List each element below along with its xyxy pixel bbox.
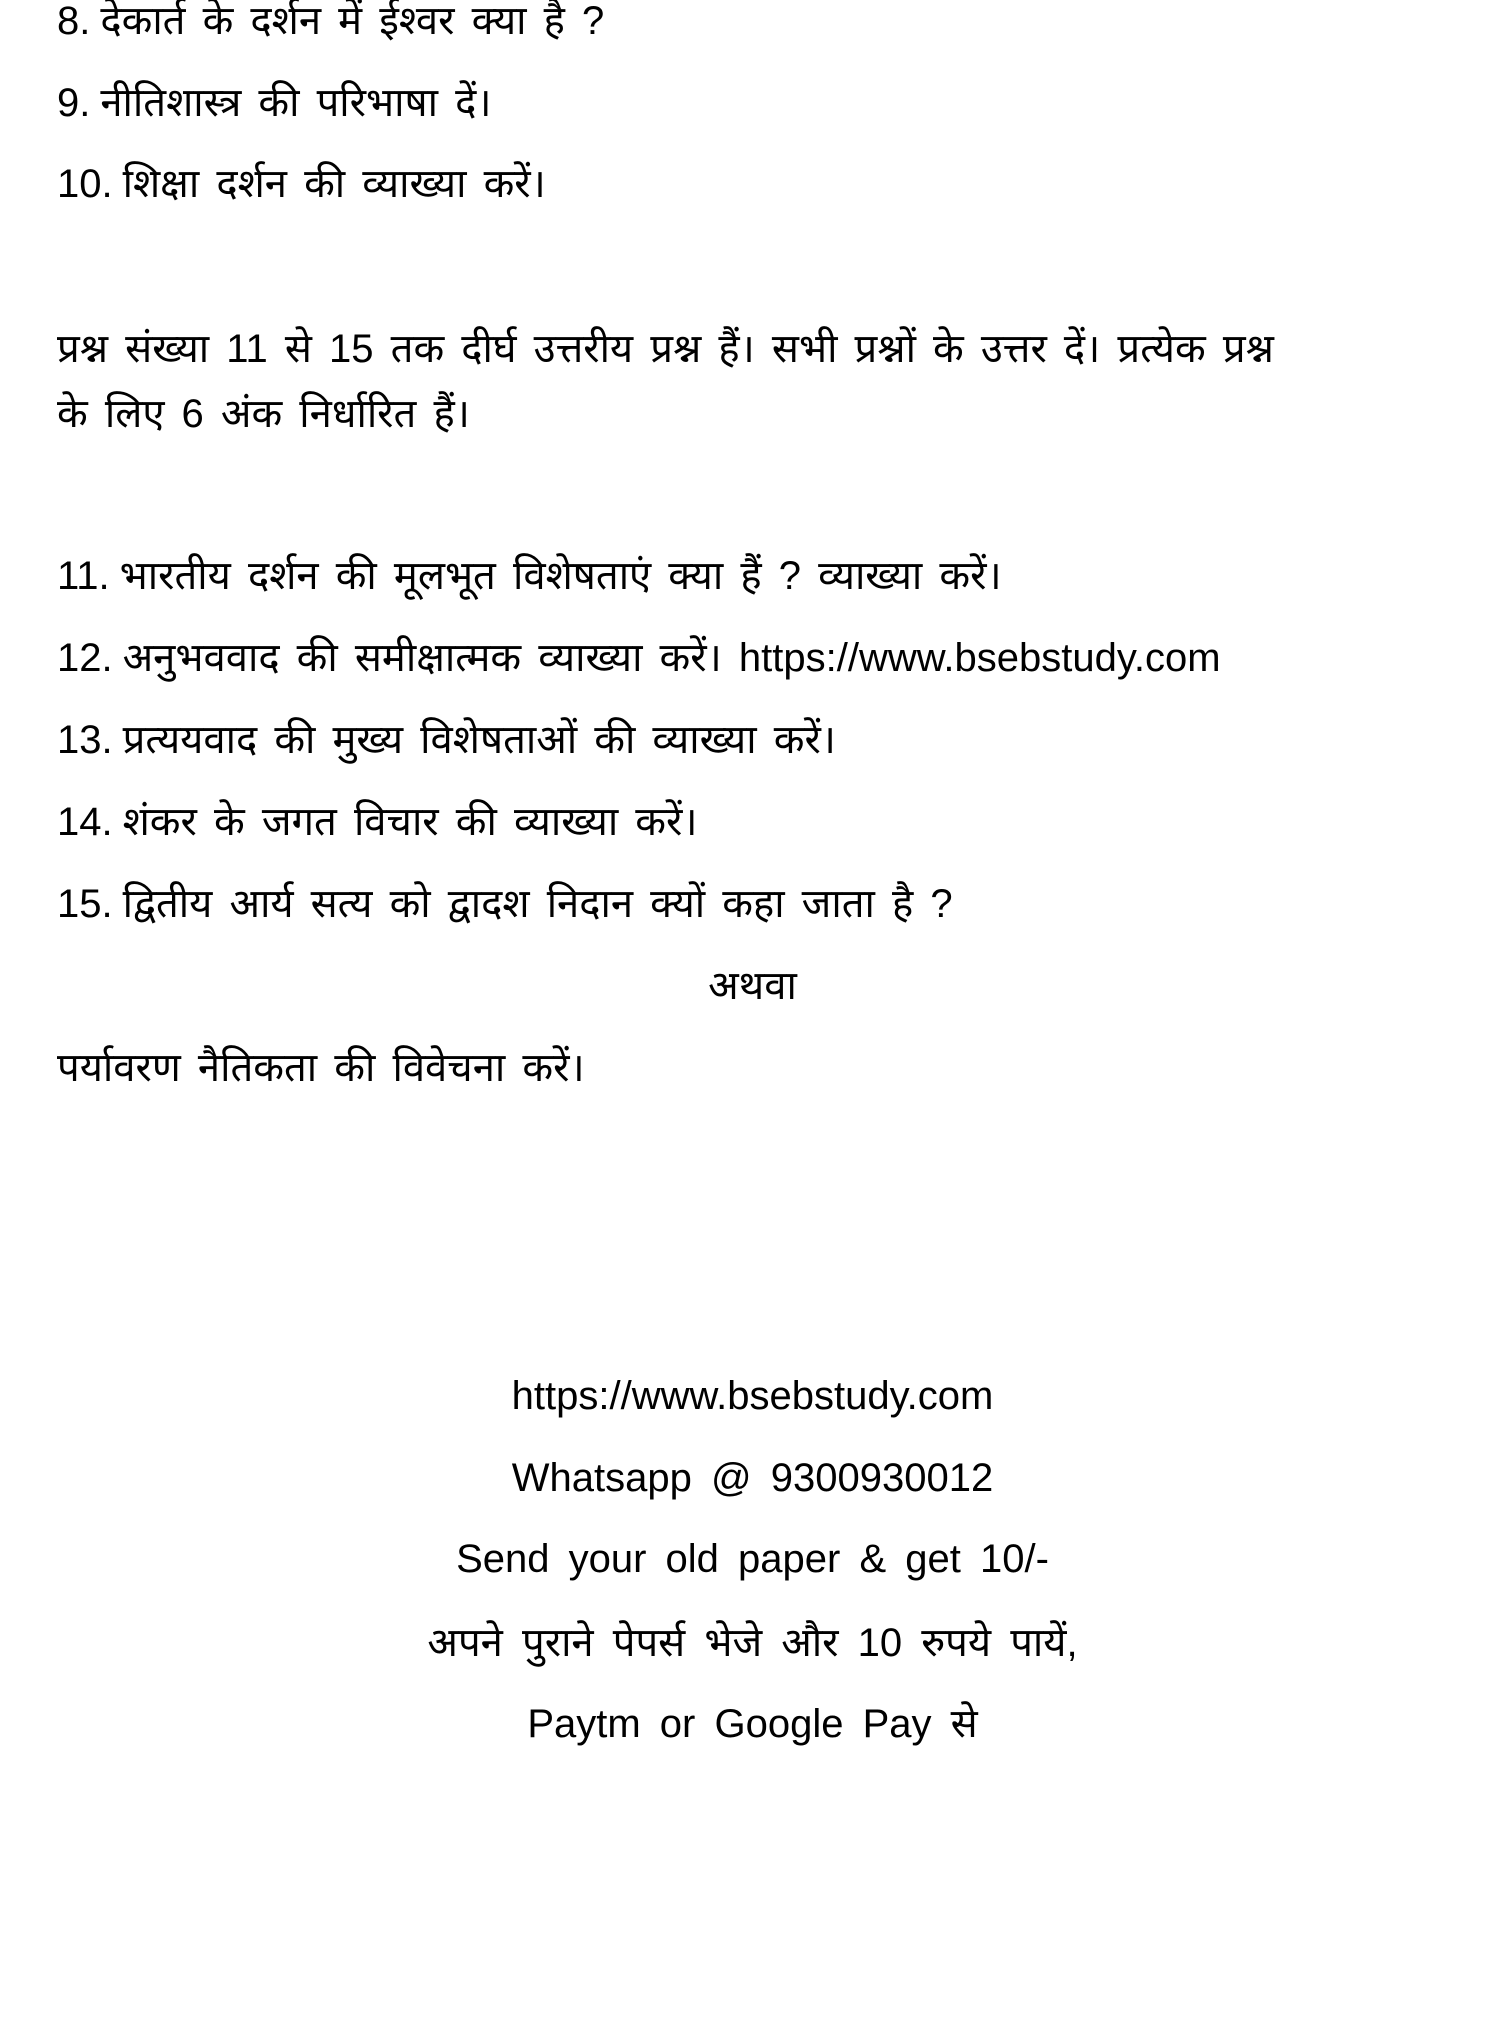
question-8 xyxy=(57,0,604,45)
question-text: प्रत्ययवाद की मुख्य विशेषताओं की व्याख्या करें। xyxy=(122,718,836,762)
question-11 xyxy=(57,552,1002,600)
alternate-question: पर्यावरण नैतिकता की विवेचना करें। xyxy=(57,1046,585,1090)
question-14 xyxy=(57,798,698,846)
section-instructions-line-1: प्रश्न संख्या 11 से 15 तक दीर्घ उत्तरीय प्रश्न हैं। सभी प्रश्नों के उत्तर दें। प्रत्येक प्रश्न xyxy=(57,327,1274,371)
question-15 xyxy=(57,880,953,928)
question-number: 13. xyxy=(57,718,113,762)
question-number: 14. xyxy=(57,800,113,844)
question-text: भारतीय दर्शन की मूलभूत विशेषताएं क्या हैं ? व्याख्या करें। xyxy=(119,554,1002,598)
question-number: 15. xyxy=(57,882,113,926)
question-text: शिक्षा दर्शन की व्याख्या करें। xyxy=(122,162,546,206)
website-url-inline: https://www.bsebstudy.com xyxy=(738,636,1221,680)
question-number: 8. xyxy=(57,0,91,43)
footer-offer-hindi: अपने पुराने पेपर्स भेजे और 10 रुपये पायें, xyxy=(427,1621,1078,1665)
footer-website-url: https://www.bsebstudy.com xyxy=(511,1374,994,1418)
question-text: अनुभववाद की समीक्षात्मक व्याख्या करें। xyxy=(122,636,722,680)
question-text: द्वितीय आर्य सत्य को द्वादश निदान क्यों कहा जाता है ? xyxy=(122,882,953,926)
section-instructions-line-2: के लिए 6 अंक निर्धारित हैं। xyxy=(57,392,470,436)
or-label: अथवा xyxy=(708,964,797,1008)
footer-offer-english: Send your old paper & get 10/- xyxy=(456,1537,1049,1581)
question-number: 10. xyxy=(57,162,113,206)
question-text: शंकर के जगत विचार की व्याख्या करें। xyxy=(122,800,698,844)
question-12 xyxy=(57,634,1221,682)
question-13 xyxy=(57,716,836,764)
footer-whatsapp: Whatsapp @ 9300930012 xyxy=(511,1456,994,1500)
question-text: देकार्त के दर्शन में ईश्वर क्या है ? xyxy=(100,0,605,43)
question-text: नीतिशास्त्र की परिभाषा दें। xyxy=(100,81,492,125)
question-number: 9. xyxy=(57,81,91,125)
question-number: 12. xyxy=(57,636,113,680)
question-number: 11. xyxy=(57,554,110,598)
question-10 xyxy=(57,160,546,208)
footer-payment-methods: Paytm or Google Pay से xyxy=(527,1702,978,1746)
question-9 xyxy=(57,79,492,127)
